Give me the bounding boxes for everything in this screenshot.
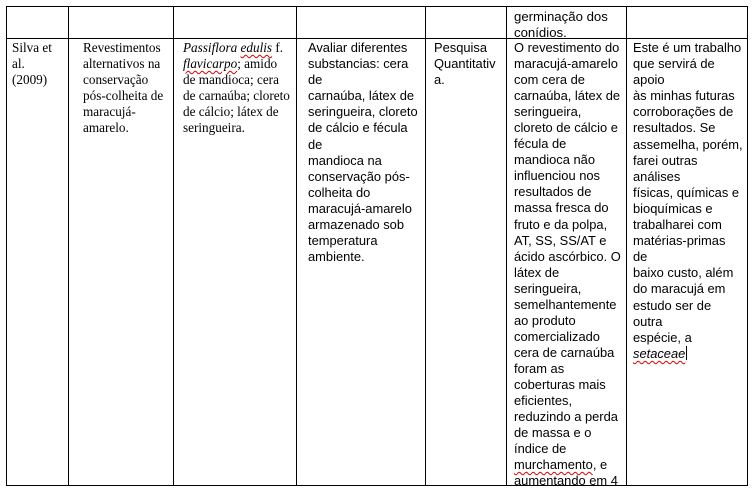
results-text (514, 40, 622, 489)
title-text: Revestimentos alternativos na conservação pós-colheita de maracujá- amarelo. (83, 40, 164, 135)
species-list: ; amido de mandioca; cera de carnaúba; cloreto de cálcio; látex de seringueira. (183, 55, 290, 135)
results-part-1: O revestimento do maracujá-amarelo com cera de carnaúba, látex de seringueira, cloreto de cálcio e fécula de mandioca não influenciou nos resultados de massa fresca do fruto e da polpa, AT, SS, SS/AT e ácido ascórbico. O látex de seringueira, semelhantemente ao produto comercializado cera de carnaúba foram as coberturas mais eficientes, reduzindo a perda de massa e o índice de (514, 40, 621, 457)
cell-method (425, 38, 507, 486)
results-word-murchamento: murchamento (514, 457, 593, 473)
species-text (183, 40, 292, 135)
cell-author (6, 38, 69, 486)
comment-text (633, 40, 743, 362)
cell-top-3 (173, 6, 297, 39)
cell-top-6 (506, 6, 627, 39)
cell-species (173, 38, 297, 486)
cell-top-5 (425, 6, 507, 39)
cell-top-2 (68, 6, 174, 39)
results-part-2: , e aumentando em 4 (514, 457, 618, 489)
results-continued-text: germinação dos conídios. (514, 9, 608, 41)
cell-title (68, 38, 174, 486)
objective-text: Avaliar diferentes substancias: cera de carnaúba, látex de seringueira, cloreto de cálcio e fécula de mandioca na conservação pós- colheita do maracujá-amarelo armazenado sob temperatura ambiente. (308, 40, 418, 265)
cell-results (506, 38, 627, 489)
species-variety: flavicarpo (183, 55, 238, 71)
cell-objective (296, 38, 426, 486)
cell-top-7 (626, 6, 748, 39)
method-text: Pesquisa Quantitativ a. (434, 40, 496, 88)
species-forma: f. (275, 40, 284, 55)
cell-top-4 (296, 6, 426, 39)
table-row-top (6, 6, 748, 39)
species-epithet: edulis (240, 40, 273, 55)
text-cursor (686, 346, 687, 360)
cell-top-1 (6, 6, 69, 39)
author-text: Silva et al. (2009) (12, 40, 52, 87)
comment-part-1: Este é um trabalho que servirá de apoio às minhas futuras corroborações de resultados. Se assemelha, porém, farei outras análises físicas, químicas e bioquímicas e trabalharei com matérias-primas de baixo custo, além do maracujá em estudo ser de outra espécie, a (633, 40, 743, 345)
table-row-silva (6, 38, 748, 489)
comment-species: setaceae (633, 345, 686, 361)
species-genus: Passiflora (183, 40, 241, 55)
cell-comment (626, 38, 748, 486)
